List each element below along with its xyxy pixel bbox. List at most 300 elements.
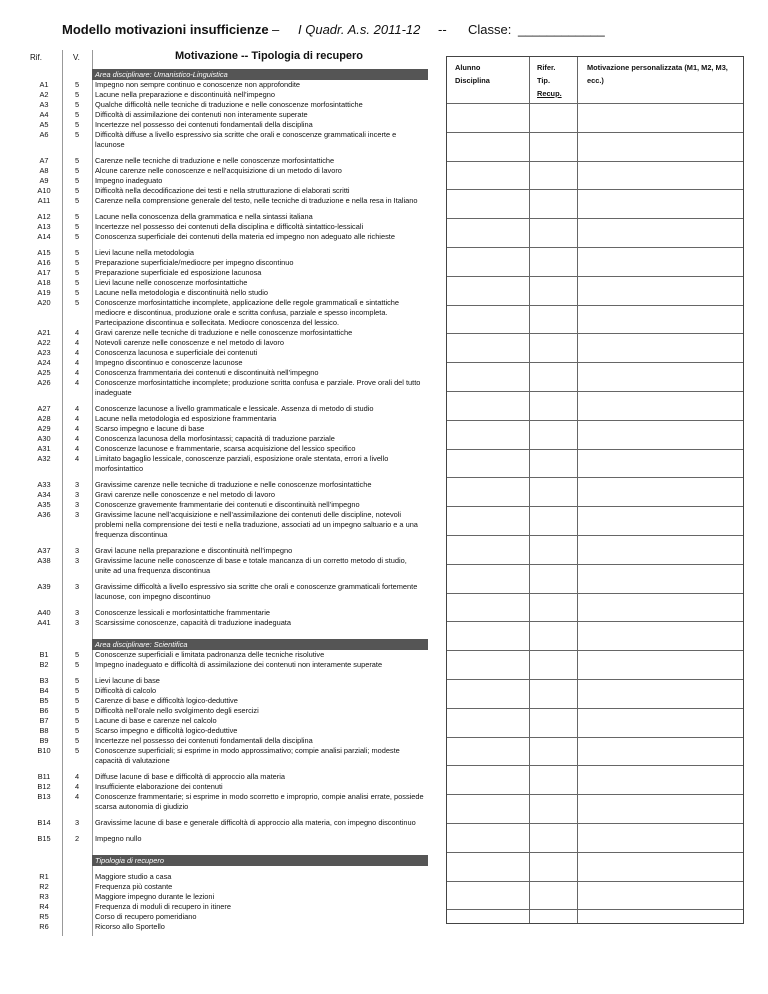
grid-row-line [447, 679, 743, 680]
reason-text: Incertezze nel possesso dei contenuti fondamentali della disciplina [95, 736, 313, 745]
area-scientifica [26, 639, 428, 844]
reason-row [26, 156, 428, 166]
reason-text: Incertezze nel possesso dei contenuti fondamentali della disciplina [95, 120, 313, 129]
reason-row [26, 490, 428, 500]
reason-ref: A2 [39, 90, 49, 99]
reason-row [26, 746, 428, 766]
col-rif-header: Rif. [30, 53, 42, 62]
reason-text: Difficoltà di assimilazione dei contenuti non interamente superate [95, 110, 308, 119]
reason-row [26, 222, 428, 232]
grid-row-line [447, 823, 743, 824]
student-grid-header [447, 57, 743, 103]
area-label: Area disciplinare: Umanistico-Linguistica [92, 69, 428, 80]
reason-ref: R5 [39, 912, 49, 921]
spacer [62, 69, 92, 80]
reason-ref: A23 [37, 348, 51, 357]
reason-text: Conoscenze frammentarie; si esprime in modo scorretto e improprio, compie analisi errate, possiede scarsa autonomia di giudizio [95, 792, 424, 811]
reason-ref: A3 [39, 100, 49, 109]
reason-grade: 3 [74, 582, 80, 591]
reason-text: Difficoltà nell’orale nello svolgimento degli esercizi [95, 706, 259, 715]
reason-grade: 3 [74, 546, 80, 555]
grid-row-line [447, 765, 743, 766]
reason-grade [62, 872, 92, 882]
reason-grade: 4 [74, 404, 80, 413]
reason-row [26, 100, 428, 110]
reason-row [26, 902, 428, 912]
grid-row-line [447, 449, 743, 450]
grid-row-line [447, 161, 743, 162]
reason-ref: A19 [37, 288, 51, 297]
reason-ref: A41 [37, 618, 51, 627]
area-name: Scientifica [153, 640, 188, 649]
reason-text: Gravi lacune nella preparazione e discontinuità nell’impegno [95, 546, 293, 555]
area-label-row [26, 69, 428, 80]
reason-grade: 4 [74, 792, 80, 801]
reason-grade: 4 [74, 414, 80, 423]
reason-ref: A40 [37, 608, 51, 617]
student-grid [446, 56, 744, 924]
reason-ref: R1 [39, 872, 49, 881]
reason-grade: 3 [74, 490, 80, 499]
reason-ref: A24 [37, 358, 51, 367]
reason-text: Notevoli carenze nelle conoscenze e nel metodo di lavoro [95, 338, 284, 347]
grid-row-line [447, 909, 743, 910]
reason-ref: B7 [39, 716, 49, 725]
reason-text: Conoscenze lessicali e morfosintattiche frammentarie [95, 608, 270, 617]
reason-grade: 5 [74, 130, 80, 139]
reason-text: Gravi carenze nelle tecniche di traduzione e nelle conoscenze morfosintattiche [95, 328, 353, 337]
reason-text: Impegno discontinuo e conoscenze lacunose [95, 358, 243, 367]
reason-grade: 3 [74, 480, 80, 489]
reason-row [26, 834, 428, 844]
col-motivazione-header: Motivazione -- Tipologia di recupero [175, 50, 364, 62]
reason-grade: 4 [74, 424, 80, 433]
reason-text: Corso di recupero pomeridiano [95, 912, 197, 921]
reason-ref: A25 [37, 368, 51, 377]
reason-grade: 5 [74, 80, 80, 89]
area-label: Tipologia di recupero [92, 855, 428, 866]
reason-ref: A30 [37, 434, 51, 443]
grid-row-line [447, 189, 743, 190]
reason-ref: A27 [37, 404, 51, 413]
reason-row [26, 872, 428, 882]
rifer-label: Rifer. [537, 63, 556, 72]
reason-text: Conoscenze morfosintattiche incomplete, applicazione delle regole grammaticali e sintattiche mediocre e discontinua, produzione orale e scritta confusa, parziale e spesso incompleta. Partecipazione discontinua e sollecitata. Mediocre conoscenza del lessico. [95, 298, 399, 327]
reason-row [26, 130, 428, 150]
grid-row-line [447, 506, 743, 507]
reason-ref: B14 [37, 818, 51, 827]
reason-grade: 3 [74, 556, 80, 565]
reason-row [26, 818, 428, 828]
reason-grade: 3 [74, 818, 80, 827]
reason-ref: A1 [39, 80, 49, 89]
grid-row-line [447, 881, 743, 882]
reason-text: Gravissime difficoltà a livello espressivo sia scritte che orali e conoscenze grammaticali fortemente lacunose, con impegno discontinuo [95, 582, 418, 601]
reason-row [26, 176, 428, 186]
reason-text: Scarso impegno e lacune di base [95, 424, 205, 433]
reason-text: Gravissime lacune nell’acquisizione e nell’assimilazione dei contenuti delle discipline, notevoli problemi nella comprensione dei testi e nella traduzione, associati ad un impegno saltuario e a una frequenza discontinua [95, 510, 418, 539]
reason-grade: 5 [74, 650, 80, 659]
grid-column-line [577, 57, 578, 923]
reason-row [26, 80, 428, 90]
reason-row [26, 716, 428, 726]
grid-row-line [447, 132, 743, 133]
reason-grade: 3 [74, 608, 80, 617]
reason-grade: 5 [74, 232, 80, 241]
reason-text: Conoscenza frammentaria dei contenuti e discontinuità nell’impegno [95, 368, 319, 377]
reason-row [26, 546, 428, 556]
reason-row [26, 424, 428, 434]
reason-row [26, 480, 428, 490]
reason-grade: 4 [74, 444, 80, 453]
reason-grade [62, 912, 92, 922]
disciplina-label: Disciplina [455, 76, 490, 85]
col-alunno-header [455, 61, 525, 87]
reason-grade: 4 [74, 772, 80, 781]
reason-text: Lacune nella preparazione e discontinuità nell’impegno [95, 90, 275, 99]
reason-row [26, 110, 428, 120]
reason-grade: 5 [74, 248, 80, 257]
reason-text: Gravi carenze nelle conoscenze e nel metodo di lavoro [95, 490, 275, 499]
document-title: Modello motivazioni insufficienze [62, 22, 269, 37]
area-umanistico [26, 69, 428, 628]
reason-ref: A9 [39, 176, 49, 185]
reason-ref: A7 [39, 156, 49, 165]
reason-text: Conoscenza lacunosa della morfosintassi; capacità di traduzione parziale [95, 434, 335, 443]
grid-row-line [447, 650, 743, 651]
reason-ref: B5 [39, 696, 49, 705]
reason-grade: 5 [74, 90, 80, 99]
reason-text: Insufficiente elaborazione dei contenuti [95, 782, 223, 791]
grid-row-line [447, 391, 743, 392]
reason-grade: 5 [74, 196, 80, 205]
reason-grade: 5 [74, 156, 80, 165]
reason-grade: 5 [74, 288, 80, 297]
reason-row [26, 912, 428, 922]
reason-ref: B12 [37, 782, 51, 791]
spacer [26, 855, 62, 866]
page-header [62, 22, 742, 42]
reason-row [26, 892, 428, 902]
reason-ref: R4 [39, 902, 49, 911]
reason-ref: B9 [39, 736, 49, 745]
area-label-row [26, 855, 428, 866]
reason-ref: A4 [39, 110, 49, 119]
area-recupero [26, 855, 428, 932]
reason-grade: 5 [74, 716, 80, 725]
reason-ref: A17 [37, 268, 51, 277]
grid-row-line [447, 852, 743, 853]
reasons-table [26, 50, 428, 932]
spacer [26, 69, 62, 80]
reason-row [26, 404, 428, 414]
reason-ref: A37 [37, 546, 51, 555]
reason-row [26, 772, 428, 782]
reason-text: Qualche difficoltà nelle tecniche di traduzione e nelle conoscenze morfosintattiche [95, 100, 363, 109]
reason-ref: A20 [37, 298, 51, 307]
reason-grade: 5 [74, 706, 80, 715]
reason-ref: A12 [37, 212, 51, 221]
reason-grade: 3 [74, 500, 80, 509]
reason-ref: A35 [37, 500, 51, 509]
reason-grade: 4 [74, 368, 80, 377]
reason-text: Lievi lacune nella metodologia [95, 248, 195, 257]
reason-text: Gravissime carenze nelle tecniche di traduzione e nelle conoscenze morfosintattiche [95, 480, 372, 489]
reason-row [26, 582, 428, 602]
grid-row-line [447, 305, 743, 306]
reason-grade: 4 [74, 348, 80, 357]
reasons-table-header [26, 50, 428, 68]
area-label: Area disciplinare: Scientifica [92, 639, 428, 650]
reason-row [26, 338, 428, 348]
reason-ref: A18 [37, 278, 51, 287]
reason-ref: A31 [37, 444, 51, 453]
reason-text: Incertezze nel possesso dei contenuti della disciplina e difficoltà sintattico-lessicali [95, 222, 364, 231]
reason-ref: R2 [39, 882, 49, 891]
reason-row [26, 414, 428, 424]
reason-text: Conoscenza superficiale dei contenuti della materia ed impegno non adeguato alle richieste [95, 232, 395, 241]
reason-text: Frequenza più costante [95, 882, 173, 891]
reason-row [26, 268, 428, 278]
reason-text: Conoscenze superficiali e limitata padronanza delle tecniche risolutive [95, 650, 325, 659]
reason-row [26, 348, 428, 358]
reason-text: Lacune nella metodologia e discontinuità nello studio [95, 288, 268, 297]
reason-grade: 5 [74, 660, 80, 669]
reason-text: Lievi lacune di base [95, 676, 160, 685]
reason-row [26, 232, 428, 242]
reason-text: Impegno inadeguato e difficoltà di assimilazione dei contenuti non interamente superate [95, 660, 383, 669]
reason-text: Frequenza di moduli di recupero in itinere [95, 902, 231, 911]
reason-grade: 3 [74, 510, 80, 519]
reason-grade: 5 [74, 222, 80, 231]
reason-ref: A11 [37, 196, 51, 205]
reason-text: Difficoltà di calcolo [95, 686, 157, 695]
reason-ref: B13 [37, 792, 51, 801]
grid-row-line [447, 333, 743, 334]
reason-ref: A13 [37, 222, 51, 231]
reason-text: Scarso impegno e difficoltà logico-deduttive [95, 726, 238, 735]
recup-label: Recup. [537, 89, 562, 98]
reason-text: Scarsissime conoscenze, capacità di traduzione inadeguata [95, 618, 291, 627]
reason-grade: 4 [74, 338, 80, 347]
col-v-header: V. [73, 53, 80, 62]
reason-ref: A6 [39, 130, 49, 139]
reason-grade: 4 [74, 358, 80, 367]
reason-row [26, 660, 428, 670]
reason-row [26, 444, 428, 454]
reason-grade: 5 [74, 686, 80, 695]
grid-row-line [447, 218, 743, 219]
reason-ref: A22 [37, 338, 51, 347]
reason-text: Preparazione superficiale/mediocre per impegno discontinuo [95, 258, 294, 267]
reason-ref: A26 [37, 378, 51, 387]
reason-grade: 5 [74, 736, 80, 745]
reason-grade: 5 [74, 176, 80, 185]
reason-ref: A36 [37, 510, 51, 519]
reason-text: Ricorso allo Sportello [95, 922, 165, 931]
reason-text: Conoscenze morfosintattiche incomplete; produzione scritta confusa e parziale. Prove orali del tutto inadeguate [95, 378, 421, 397]
reason-grade: 5 [74, 268, 80, 277]
reason-row [26, 686, 428, 696]
reason-ref: B4 [39, 686, 49, 695]
reason-ref: B15 [37, 834, 51, 843]
reason-text: Conoscenze lacunose a livello grammaticale e lessicale. Assenza di metodo di studio [95, 404, 374, 413]
reason-text: Maggiore studio a casa [95, 872, 172, 881]
reason-grade: 5 [74, 696, 80, 705]
reason-grade: 5 [74, 100, 80, 109]
tip-label: Tip. [537, 76, 551, 85]
reason-text: Carenze nella comprensione generale del testo, nelle tecniche di traduzione e nella resa in Italiano [95, 196, 418, 205]
grid-row-line [447, 708, 743, 709]
reason-row [26, 212, 428, 222]
reason-text: Lievi lacune nelle conoscenze morfosintattiche [95, 278, 248, 287]
reason-row [26, 792, 428, 812]
reason-ref: B8 [39, 726, 49, 735]
reason-grade: 5 [74, 746, 80, 755]
spacer [62, 855, 92, 866]
reason-text: Difficoltà nella decodificazione dei testi e nella strutturazione di elaborati scritti [95, 186, 350, 195]
grid-row-line [447, 362, 743, 363]
reason-ref: B6 [39, 706, 49, 715]
grid-row-line [447, 247, 743, 248]
reason-grade: 4 [74, 782, 80, 791]
reason-grade: 5 [74, 120, 80, 129]
reason-row [26, 434, 428, 444]
reason-row [26, 608, 428, 618]
reason-row [26, 782, 428, 792]
reason-ref: A8 [39, 166, 49, 175]
grid-row-line [447, 621, 743, 622]
reason-row [26, 166, 428, 176]
reason-grade [62, 922, 92, 932]
reason-row [26, 556, 428, 576]
reason-ref: A10 [37, 186, 51, 195]
reason-ref: A15 [37, 248, 51, 257]
header-separator: -- [438, 22, 447, 37]
reason-row [26, 454, 428, 474]
reason-text: Lacune nella metodologia ed esposizione frammentaria [95, 414, 277, 423]
reason-ref: A28 [37, 414, 51, 423]
reason-grade [62, 902, 92, 912]
reason-row [26, 696, 428, 706]
grid-row-line [447, 535, 743, 536]
reason-row [26, 676, 428, 686]
col-motivazione-personalizzata-header: Motivazione personalizzata (M1, M2, M3, ecc.) [587, 63, 728, 85]
reason-ref: B2 [39, 660, 49, 669]
reason-text: Conoscenze gravemente frammentarie dei contenuti e discontinuità nell’impegno [95, 500, 360, 509]
reason-text: Conoscenze superficiali; si esprime in modo approssimativo; compie analisi parziali; modeste capacità di valutazione [95, 746, 400, 765]
reason-text: Diffuse lacune di base e difficoltà di approccio alla materia [95, 772, 285, 781]
reason-ref: B10 [37, 746, 51, 755]
reason-row [26, 120, 428, 130]
grid-row-line [447, 794, 743, 795]
reason-grade: 4 [74, 328, 80, 337]
reason-row [26, 736, 428, 746]
reason-row [26, 726, 428, 736]
reason-grade [62, 882, 92, 892]
area-label-row [26, 639, 428, 650]
reason-text: Difficoltà diffuse a livello espressivo sia scritte che orali e conoscenze grammaticali incerte e lacunose [95, 130, 397, 149]
reason-grade: 5 [74, 166, 80, 175]
reason-row [26, 618, 428, 628]
header-classe-label: Classe: [468, 22, 512, 37]
reason-row [26, 500, 428, 510]
reason-grade: 5 [74, 110, 80, 119]
grid-row-line [447, 276, 743, 277]
spacer [26, 639, 62, 650]
reason-ref: A38 [37, 556, 51, 565]
reason-grade: 4 [74, 378, 80, 387]
header-period: I Quadr. A.s. 2011-12 [298, 22, 421, 37]
header-classe-blank: ____________ [518, 22, 605, 37]
reason-text: Carenze di base e difficoltà logico-deduttive [95, 696, 238, 705]
reason-text: Preparazione superficiale ed esposizione lacunosa [95, 268, 262, 277]
reason-grade: 2 [74, 834, 80, 843]
reason-row [26, 922, 428, 932]
reason-text: Conoscenze lacunose e frammentarie, scarsa acquisizione del lessico specifico [95, 444, 356, 453]
reason-row [26, 258, 428, 268]
reason-grade: 3 [74, 618, 80, 627]
reason-row [26, 706, 428, 716]
reason-grade: 5 [74, 676, 80, 685]
reason-row [26, 650, 428, 660]
reason-ref: A33 [37, 480, 51, 489]
reason-ref: A21 [37, 328, 51, 337]
grid-row-line [447, 477, 743, 478]
reason-row [26, 278, 428, 288]
alunno-label: Alunno [455, 63, 481, 72]
reason-ref: A32 [37, 454, 51, 463]
grid-column-line [529, 57, 530, 923]
reason-ref: A39 [37, 582, 51, 591]
reason-row [26, 378, 428, 398]
reason-grade: 4 [74, 454, 80, 463]
reason-row [26, 298, 428, 328]
reason-text: Impegno nullo [95, 834, 142, 843]
reason-ref: R6 [39, 922, 49, 931]
reason-ref: A34 [37, 490, 51, 499]
reason-text: Carenze nelle tecniche di traduzione e nelle conoscenze morfosintattiche [95, 156, 335, 165]
reason-text: Gravissime lacune nelle conoscenze di base e totale mancanza di un corretto metodo di studio, unite ad una frequenza discontinua [95, 556, 407, 575]
reason-row [26, 288, 428, 298]
reason-grade: 5 [74, 258, 80, 267]
reason-grade: 5 [74, 186, 80, 195]
reason-text: Impegno non sempre continuo e conoscenze non approfondite [95, 80, 301, 89]
reason-row [26, 368, 428, 378]
reason-ref: A5 [39, 120, 49, 129]
area-name: Umanistico-Linguistica [153, 70, 228, 79]
reason-ref: A14 [37, 232, 51, 241]
reason-ref: B3 [39, 676, 49, 685]
reason-grade: 5 [74, 212, 80, 221]
reason-ref: B1 [39, 650, 49, 659]
reason-row [26, 510, 428, 540]
header-dash: – [272, 22, 280, 37]
reason-text: Lacune di base e carenze nel calcolo [95, 716, 217, 725]
grid-row-line [447, 420, 743, 421]
reason-text: Limitato bagaglio lessicale, conoscenze parziali, esposizione orale stentata, errori a livello morfosintattico [95, 454, 389, 473]
reason-row [26, 358, 428, 368]
reason-text: Impegno inadeguato [95, 176, 163, 185]
reason-grade: 5 [74, 726, 80, 735]
reason-text: Maggiore impegno durante le lezioni [95, 892, 215, 901]
reason-grade: 5 [74, 278, 80, 287]
reason-grade [62, 892, 92, 902]
reason-ref: R3 [39, 892, 49, 901]
reason-text: Conoscenza lacunosa e superficiale dei contenuti [95, 348, 258, 357]
grid-row-line [447, 737, 743, 738]
reason-ref: B11 [37, 772, 51, 781]
